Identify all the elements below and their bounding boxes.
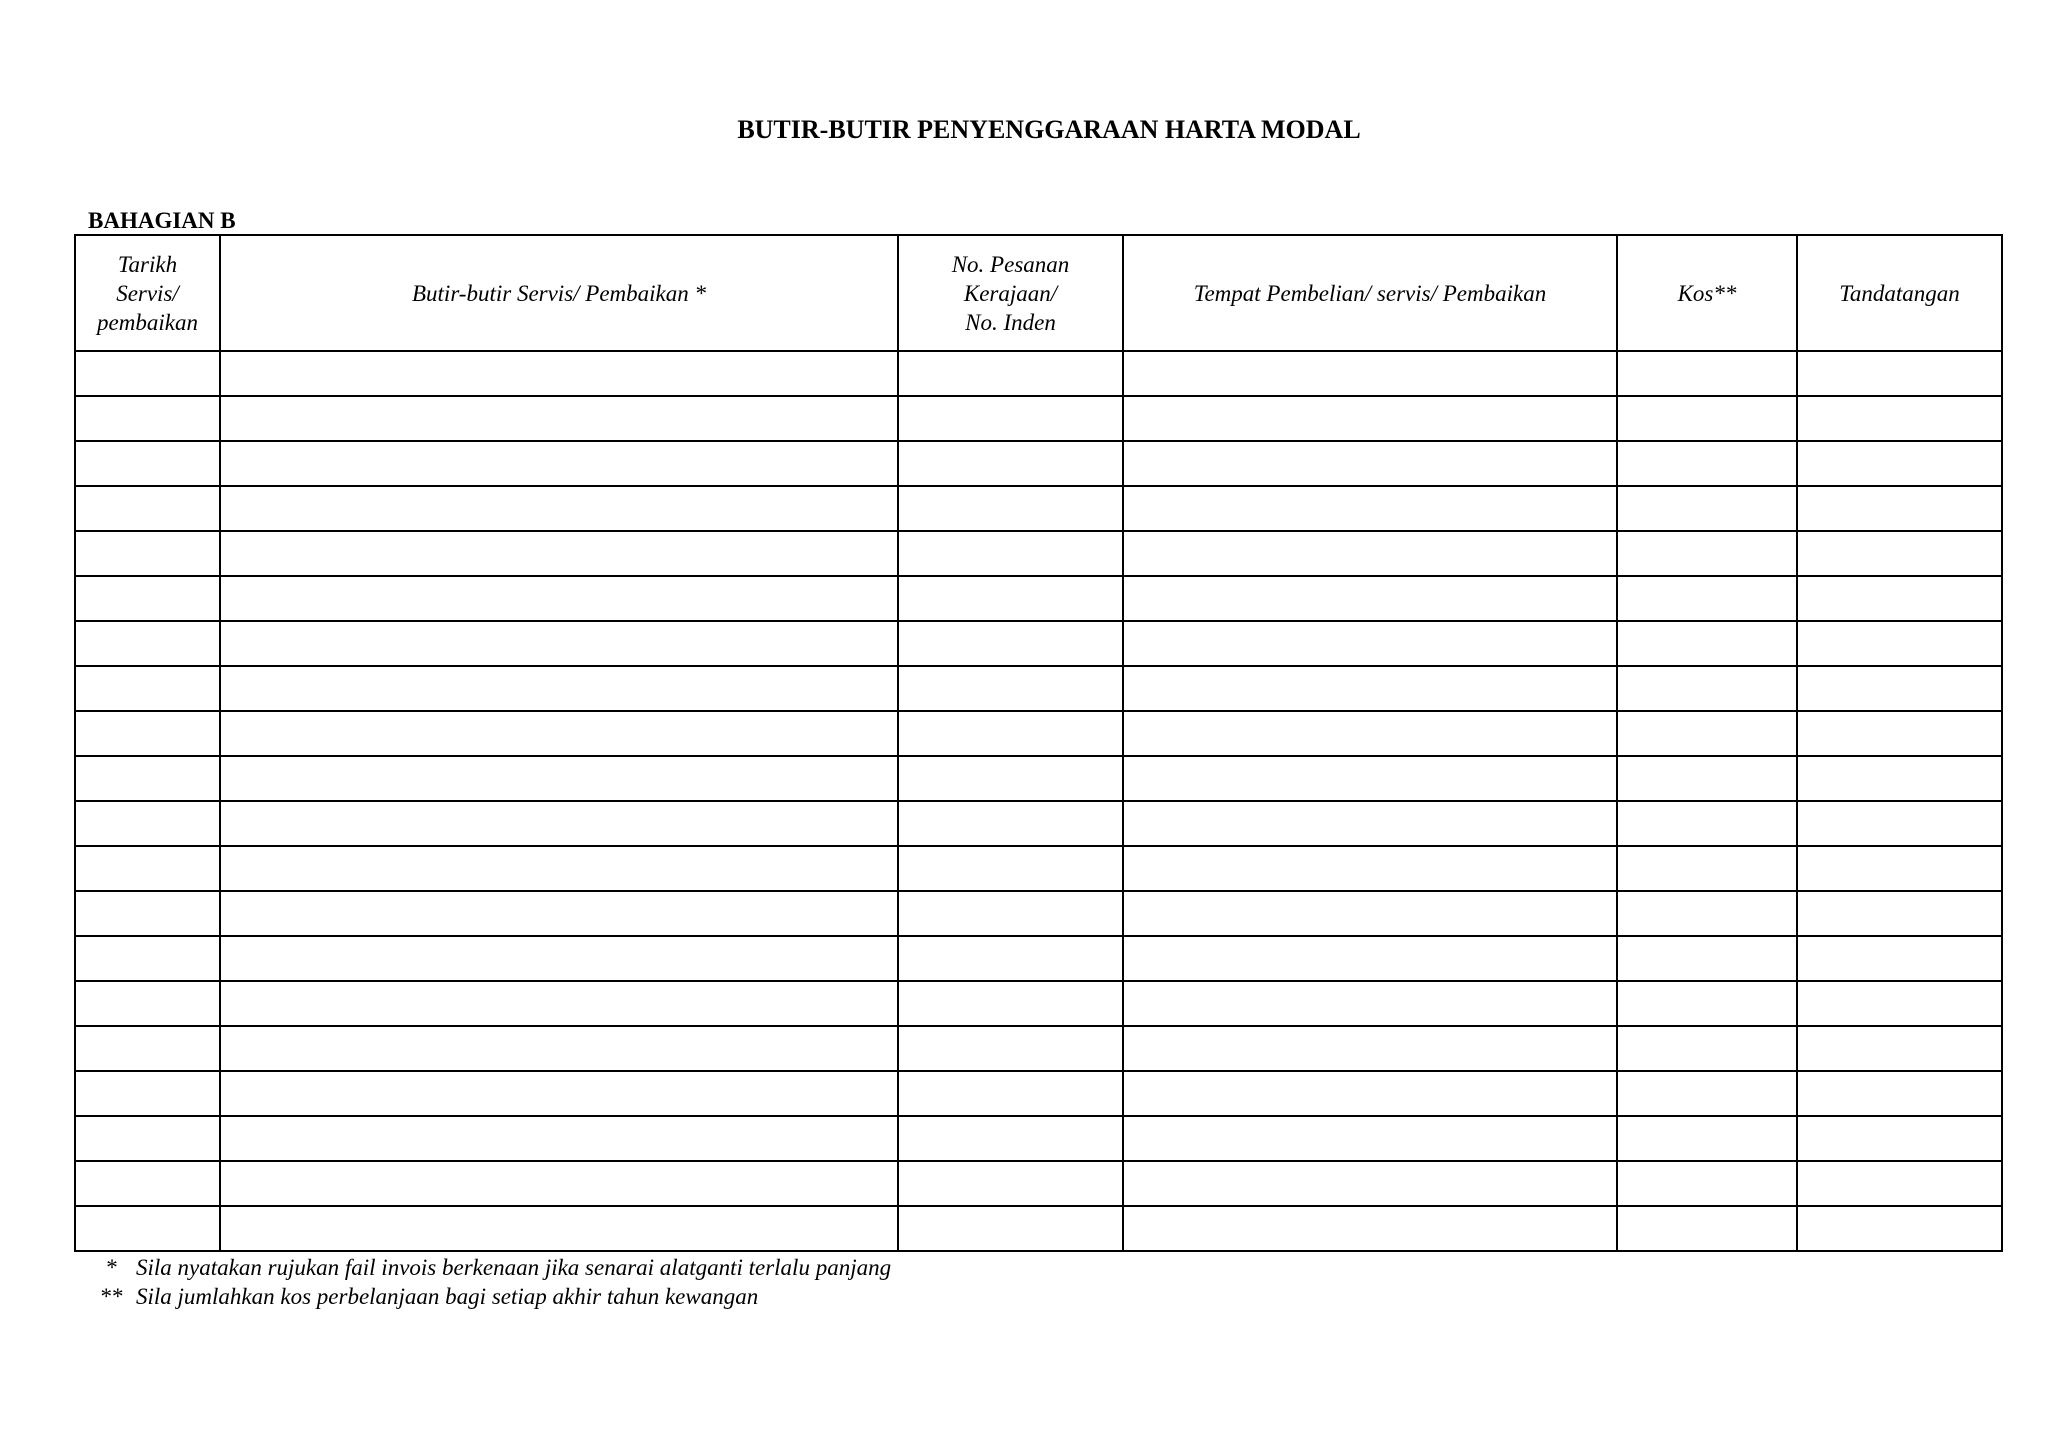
header-line: No. Inden	[965, 309, 1056, 335]
place-cell[interactable]	[1123, 801, 1617, 846]
place-cell[interactable]	[1123, 396, 1617, 441]
date-cell[interactable]	[75, 396, 220, 441]
date-cell[interactable]	[75, 441, 220, 486]
date-cell[interactable]	[75, 351, 220, 396]
date-cell[interactable]	[75, 1071, 220, 1116]
service-details-cell[interactable]	[220, 846, 898, 891]
signature-cell[interactable]	[1797, 1206, 2002, 1251]
date-cell[interactable]	[75, 1116, 220, 1161]
cost-cell[interactable]	[1617, 576, 1797, 621]
date-cell[interactable]	[75, 756, 220, 801]
document-title: BUTIR-BUTIR PENYENGGARAAN HARTA MODAL	[737, 115, 1361, 144]
cost-cell[interactable]	[1617, 801, 1797, 846]
table-row	[75, 711, 2002, 756]
table-row	[75, 351, 2002, 396]
date-cell[interactable]	[75, 846, 220, 891]
table-row	[75, 1116, 2002, 1161]
place-cell[interactable]	[1123, 441, 1617, 486]
table-row	[75, 801, 2002, 846]
header-line: pembaikan	[97, 309, 198, 335]
table-row	[75, 1161, 2002, 1206]
order-number-cell[interactable]	[898, 666, 1123, 711]
order-number-cell[interactable]	[898, 1161, 1123, 1206]
service-details-cell[interactable]	[220, 1071, 898, 1116]
service-details-cell[interactable]	[220, 621, 898, 666]
signature-cell[interactable]	[1797, 531, 2002, 576]
order-number-cell[interactable]	[898, 621, 1123, 666]
date-cell[interactable]	[75, 1206, 220, 1251]
col-header-date	[75, 235, 220, 351]
order-number-cell[interactable]	[898, 801, 1123, 846]
service-details-cell[interactable]	[220, 351, 898, 396]
order-number-cell[interactable]	[898, 576, 1123, 621]
order-number-cell[interactable]	[898, 936, 1123, 981]
signature-cell[interactable]	[1797, 1071, 2002, 1116]
place-cell[interactable]	[1123, 621, 1617, 666]
signature-cell[interactable]	[1797, 756, 2002, 801]
order-number-cell[interactable]	[898, 981, 1123, 1026]
signature-cell[interactable]	[1797, 891, 2002, 936]
service-details-cell[interactable]	[220, 1026, 898, 1071]
signature-cell[interactable]	[1797, 711, 2002, 756]
date-cell[interactable]	[75, 936, 220, 981]
cost-cell[interactable]	[1617, 1071, 1797, 1116]
place-cell[interactable]	[1123, 351, 1617, 396]
table-row	[75, 621, 2002, 666]
place-cell[interactable]	[1123, 711, 1617, 756]
cost-cell[interactable]	[1617, 666, 1797, 711]
header-line: Butir-butir Servis/ Pembaikan *	[411, 280, 707, 306]
service-details-cell[interactable]	[220, 1206, 898, 1251]
date-cell[interactable]	[75, 531, 220, 576]
col-header-cost	[1617, 235, 1797, 351]
footnotes	[88, 1253, 891, 1311]
order-number-cell[interactable]	[898, 711, 1123, 756]
signature-cell[interactable]	[1797, 486, 2002, 531]
signature-cell[interactable]	[1797, 936, 2002, 981]
table-body	[75, 351, 2002, 1251]
place-cell[interactable]	[1123, 1071, 1617, 1116]
cost-cell[interactable]	[1617, 486, 1797, 531]
table-row	[75, 441, 2002, 486]
order-number-cell[interactable]	[898, 441, 1123, 486]
table-row	[75, 981, 2002, 1026]
date-cell[interactable]	[75, 801, 220, 846]
signature-cell[interactable]	[1797, 1026, 2002, 1071]
cost-cell[interactable]	[1617, 981, 1797, 1026]
cost-cell[interactable]	[1617, 936, 1797, 981]
signature-cell[interactable]	[1797, 576, 2002, 621]
footnote-mark: **	[100, 1284, 124, 1309]
header-line: No. Pesanan	[951, 251, 1070, 277]
header-line: Kerajaan/	[963, 280, 1058, 306]
col-header-service-details	[220, 235, 898, 351]
date-cell[interactable]	[75, 981, 220, 1026]
place-cell[interactable]	[1123, 936, 1617, 981]
date-cell[interactable]	[75, 1161, 220, 1206]
place-cell[interactable]	[1123, 1206, 1617, 1251]
footnote-text: Sila nyatakan rujukan fail invois berkenaan jika senarai alatganti terlalu panjang	[136, 1255, 892, 1280]
date-cell[interactable]	[75, 1026, 220, 1071]
table-row	[75, 891, 2002, 936]
date-cell[interactable]	[75, 711, 220, 756]
signature-cell[interactable]	[1797, 396, 2002, 441]
cost-cell[interactable]	[1617, 711, 1797, 756]
place-cell[interactable]	[1123, 531, 1617, 576]
service-details-cell[interactable]	[220, 486, 898, 531]
place-cell[interactable]	[1123, 981, 1617, 1026]
signature-cell[interactable]	[1797, 1161, 2002, 1206]
signature-cell[interactable]	[1797, 801, 2002, 846]
col-header-order-number	[898, 235, 1123, 351]
order-number-cell[interactable]	[898, 1071, 1123, 1116]
table-row	[75, 756, 2002, 801]
signature-cell[interactable]	[1797, 621, 2002, 666]
cost-cell[interactable]	[1617, 846, 1797, 891]
table-row	[75, 666, 2002, 711]
signature-cell[interactable]	[1797, 351, 2002, 396]
cost-cell[interactable]	[1617, 1026, 1797, 1071]
order-number-cell[interactable]	[898, 1206, 1123, 1251]
place-cell[interactable]	[1123, 1116, 1617, 1161]
table-row	[75, 576, 2002, 621]
date-cell[interactable]	[75, 891, 220, 936]
date-cell[interactable]	[75, 666, 220, 711]
maintenance-table	[74, 234, 2003, 1252]
order-number-cell[interactable]	[898, 1026, 1123, 1071]
date-cell[interactable]	[75, 621, 220, 666]
cost-cell[interactable]	[1617, 621, 1797, 666]
section-label: BAHAGIAN B	[88, 208, 236, 233]
cost-cell[interactable]	[1617, 756, 1797, 801]
place-cell[interactable]	[1123, 891, 1617, 936]
table-row	[75, 936, 2002, 981]
service-details-cell[interactable]	[220, 981, 898, 1026]
signature-cell[interactable]	[1797, 1116, 2002, 1161]
order-number-cell[interactable]	[898, 531, 1123, 576]
header-line: Kos**	[1677, 280, 1737, 306]
signature-cell[interactable]	[1797, 666, 2002, 711]
header-line: Servis/	[116, 280, 179, 306]
table-row	[75, 531, 2002, 576]
place-cell[interactable]	[1123, 666, 1617, 711]
order-number-cell[interactable]	[898, 846, 1123, 891]
cost-cell[interactable]	[1617, 351, 1797, 396]
service-details-cell[interactable]	[220, 666, 898, 711]
place-cell[interactable]	[1123, 756, 1617, 801]
col-header-signature	[1797, 235, 2002, 351]
service-details-cell[interactable]	[220, 441, 898, 486]
order-number-cell[interactable]	[898, 891, 1123, 936]
cost-cell[interactable]	[1617, 891, 1797, 936]
signature-cell[interactable]	[1797, 981, 2002, 1026]
header-line: Tempat Pembelian/ servis/ Pembaikan	[1193, 280, 1547, 306]
signature-cell[interactable]	[1797, 441, 2002, 486]
place-cell[interactable]	[1123, 1026, 1617, 1071]
table-row	[75, 846, 2002, 891]
cost-cell[interactable]	[1617, 1116, 1797, 1161]
footnote	[88, 1253, 891, 1282]
place-cell[interactable]	[1123, 576, 1617, 621]
order-number-cell[interactable]	[898, 396, 1123, 441]
place-cell[interactable]	[1123, 486, 1617, 531]
service-details-cell[interactable]	[220, 891, 898, 936]
service-details-cell[interactable]	[220, 756, 898, 801]
place-cell[interactable]	[1123, 1161, 1617, 1206]
footnote-mark: *	[106, 1255, 118, 1280]
service-details-cell[interactable]	[220, 1161, 898, 1206]
date-cell[interactable]	[75, 576, 220, 621]
cost-cell[interactable]	[1617, 441, 1797, 486]
order-number-cell[interactable]	[898, 756, 1123, 801]
service-details-cell[interactable]	[220, 396, 898, 441]
table-row	[75, 396, 2002, 441]
table-row	[75, 1071, 2002, 1116]
header-row	[75, 235, 2002, 351]
service-details-cell[interactable]	[220, 531, 898, 576]
footnote-text: Sila jumlahkan kos perbelanjaan bagi setiap akhir tahun kewangan	[136, 1284, 759, 1309]
order-number-cell[interactable]	[898, 1116, 1123, 1161]
header-line: Tarikh	[117, 251, 178, 277]
service-details-cell[interactable]	[220, 936, 898, 981]
footnote	[88, 1282, 891, 1311]
date-cell[interactable]	[75, 486, 220, 531]
order-number-cell[interactable]	[898, 486, 1123, 531]
signature-cell[interactable]	[1797, 846, 2002, 891]
service-details-cell[interactable]	[220, 801, 898, 846]
cost-cell[interactable]	[1617, 1161, 1797, 1206]
cost-cell[interactable]	[1617, 396, 1797, 441]
place-cell[interactable]	[1123, 846, 1617, 891]
table-row	[75, 1026, 2002, 1071]
order-number-cell[interactable]	[898, 351, 1123, 396]
service-details-cell[interactable]	[220, 576, 898, 621]
cost-cell[interactable]	[1617, 531, 1797, 576]
cost-cell[interactable]	[1617, 1206, 1797, 1251]
table-row	[75, 1206, 2002, 1251]
col-header-place	[1123, 235, 1617, 351]
table-row	[75, 486, 2002, 531]
service-details-cell[interactable]	[220, 711, 898, 756]
service-details-cell[interactable]	[220, 1116, 898, 1161]
header-line: Tandatangan	[1839, 280, 1960, 306]
